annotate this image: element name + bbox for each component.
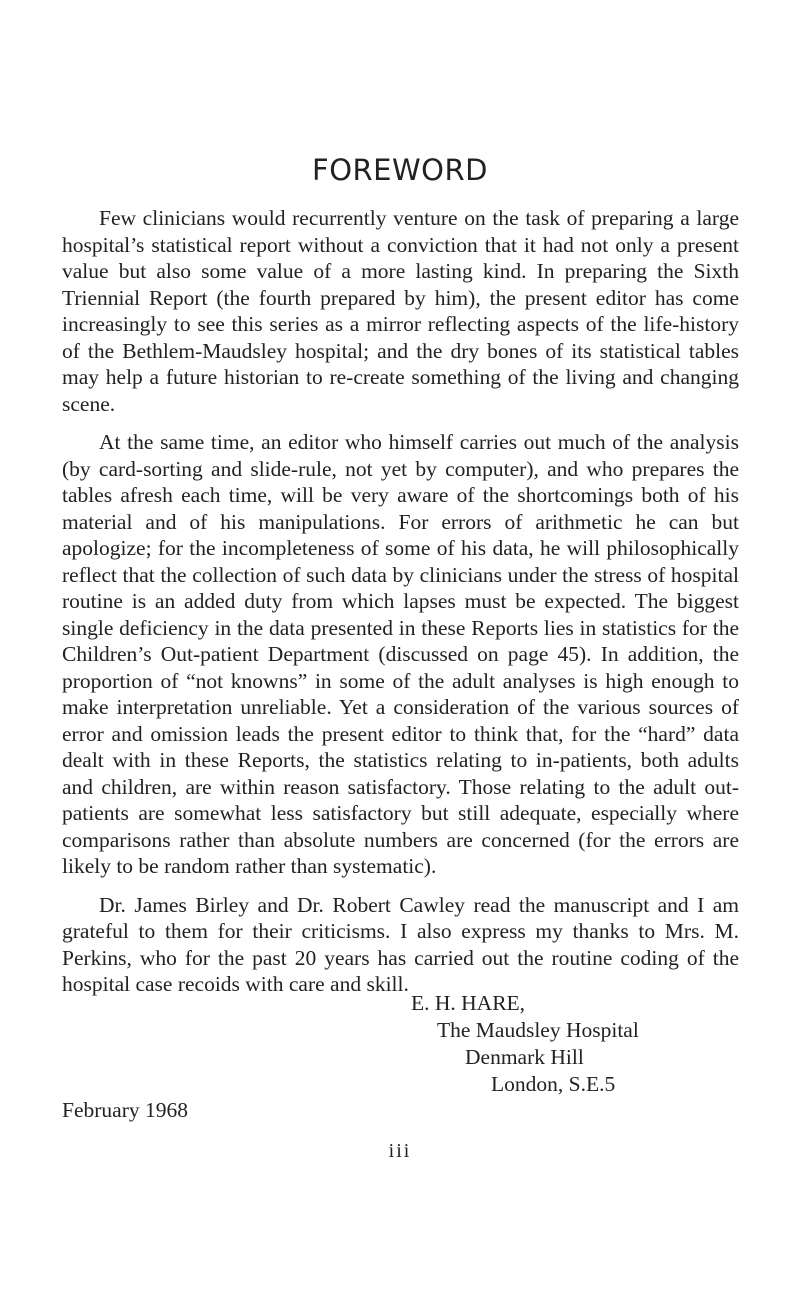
foreword-date: February 1968 xyxy=(62,1098,188,1122)
signature-city: London, S.E.5 xyxy=(491,1072,616,1096)
signature-area: Denmark Hill xyxy=(465,1045,584,1069)
signature-name: E. H. HARE, xyxy=(411,991,526,1015)
paragraph-1: Few clinicians would recurrently venture on the task of preparing a large hospital’s statistical report without a conviction that it had not only a present value but also some value of a more lasting kind. In preparing the Sixth Triennial Report (the fourth prepared by him), the present editor has come increasingly to see this series as a mirror reflecting aspects of the life-history of the Bethlem-Maudsley hospital; and the dry bones of its statistical tables may help a future historian to re-create something of the living and changing scene. xyxy=(62,206,739,416)
page-title: FOREWORD xyxy=(312,153,488,187)
page-number: iii xyxy=(388,1140,412,1162)
paragraph-2: At the same time, an editor who himself carries out much of the analysis (by card-sorting and slide-rule, not yet by computer), and who prepares the tables afresh each time, will be very aware of the shortcomings both of his material and of his manipulations. For errors of arithmetic he can but apologize; for the incompleteness of some of his data, he will philosophically reflect that the collection of such data by clinicians under the stress of hospital routine is an added duty from which lapses must be expected. The biggest single deficiency in the data presented in these Reports lies in statistics for the Children’s Out-patient Department (discussed on page 45). In addition, the proportion of “not knowns” in some of the adult analyses is high enough to make interpretation unreliable. Yet a consideration of the various sources of error and omission leads the present editor to think that, for the “hard” data dealt with in these Reports, the statistics relating to in-patients, both adults and children, are within reason satisfactory. Those relating to the adult out-patients are somewhat less satisfactory but still adequate, especially where comparisons rather than absolute numbers are concerned (for the errors are likely to be random rather than systematic). xyxy=(62,430,739,878)
signature-hospital: The Maudsley Hospital xyxy=(437,1018,639,1042)
foreword-body xyxy=(62,205,739,1010)
paragraph-3: Dr. James Birley and Dr. Robert Cawley read the manuscript and I am grateful to them for their criticisms. I also express my thanks to Mrs. M. Perkins, who for the past 20 years has carried out the routine coding of the hospital case recoids with care and skill. xyxy=(62,892,739,996)
